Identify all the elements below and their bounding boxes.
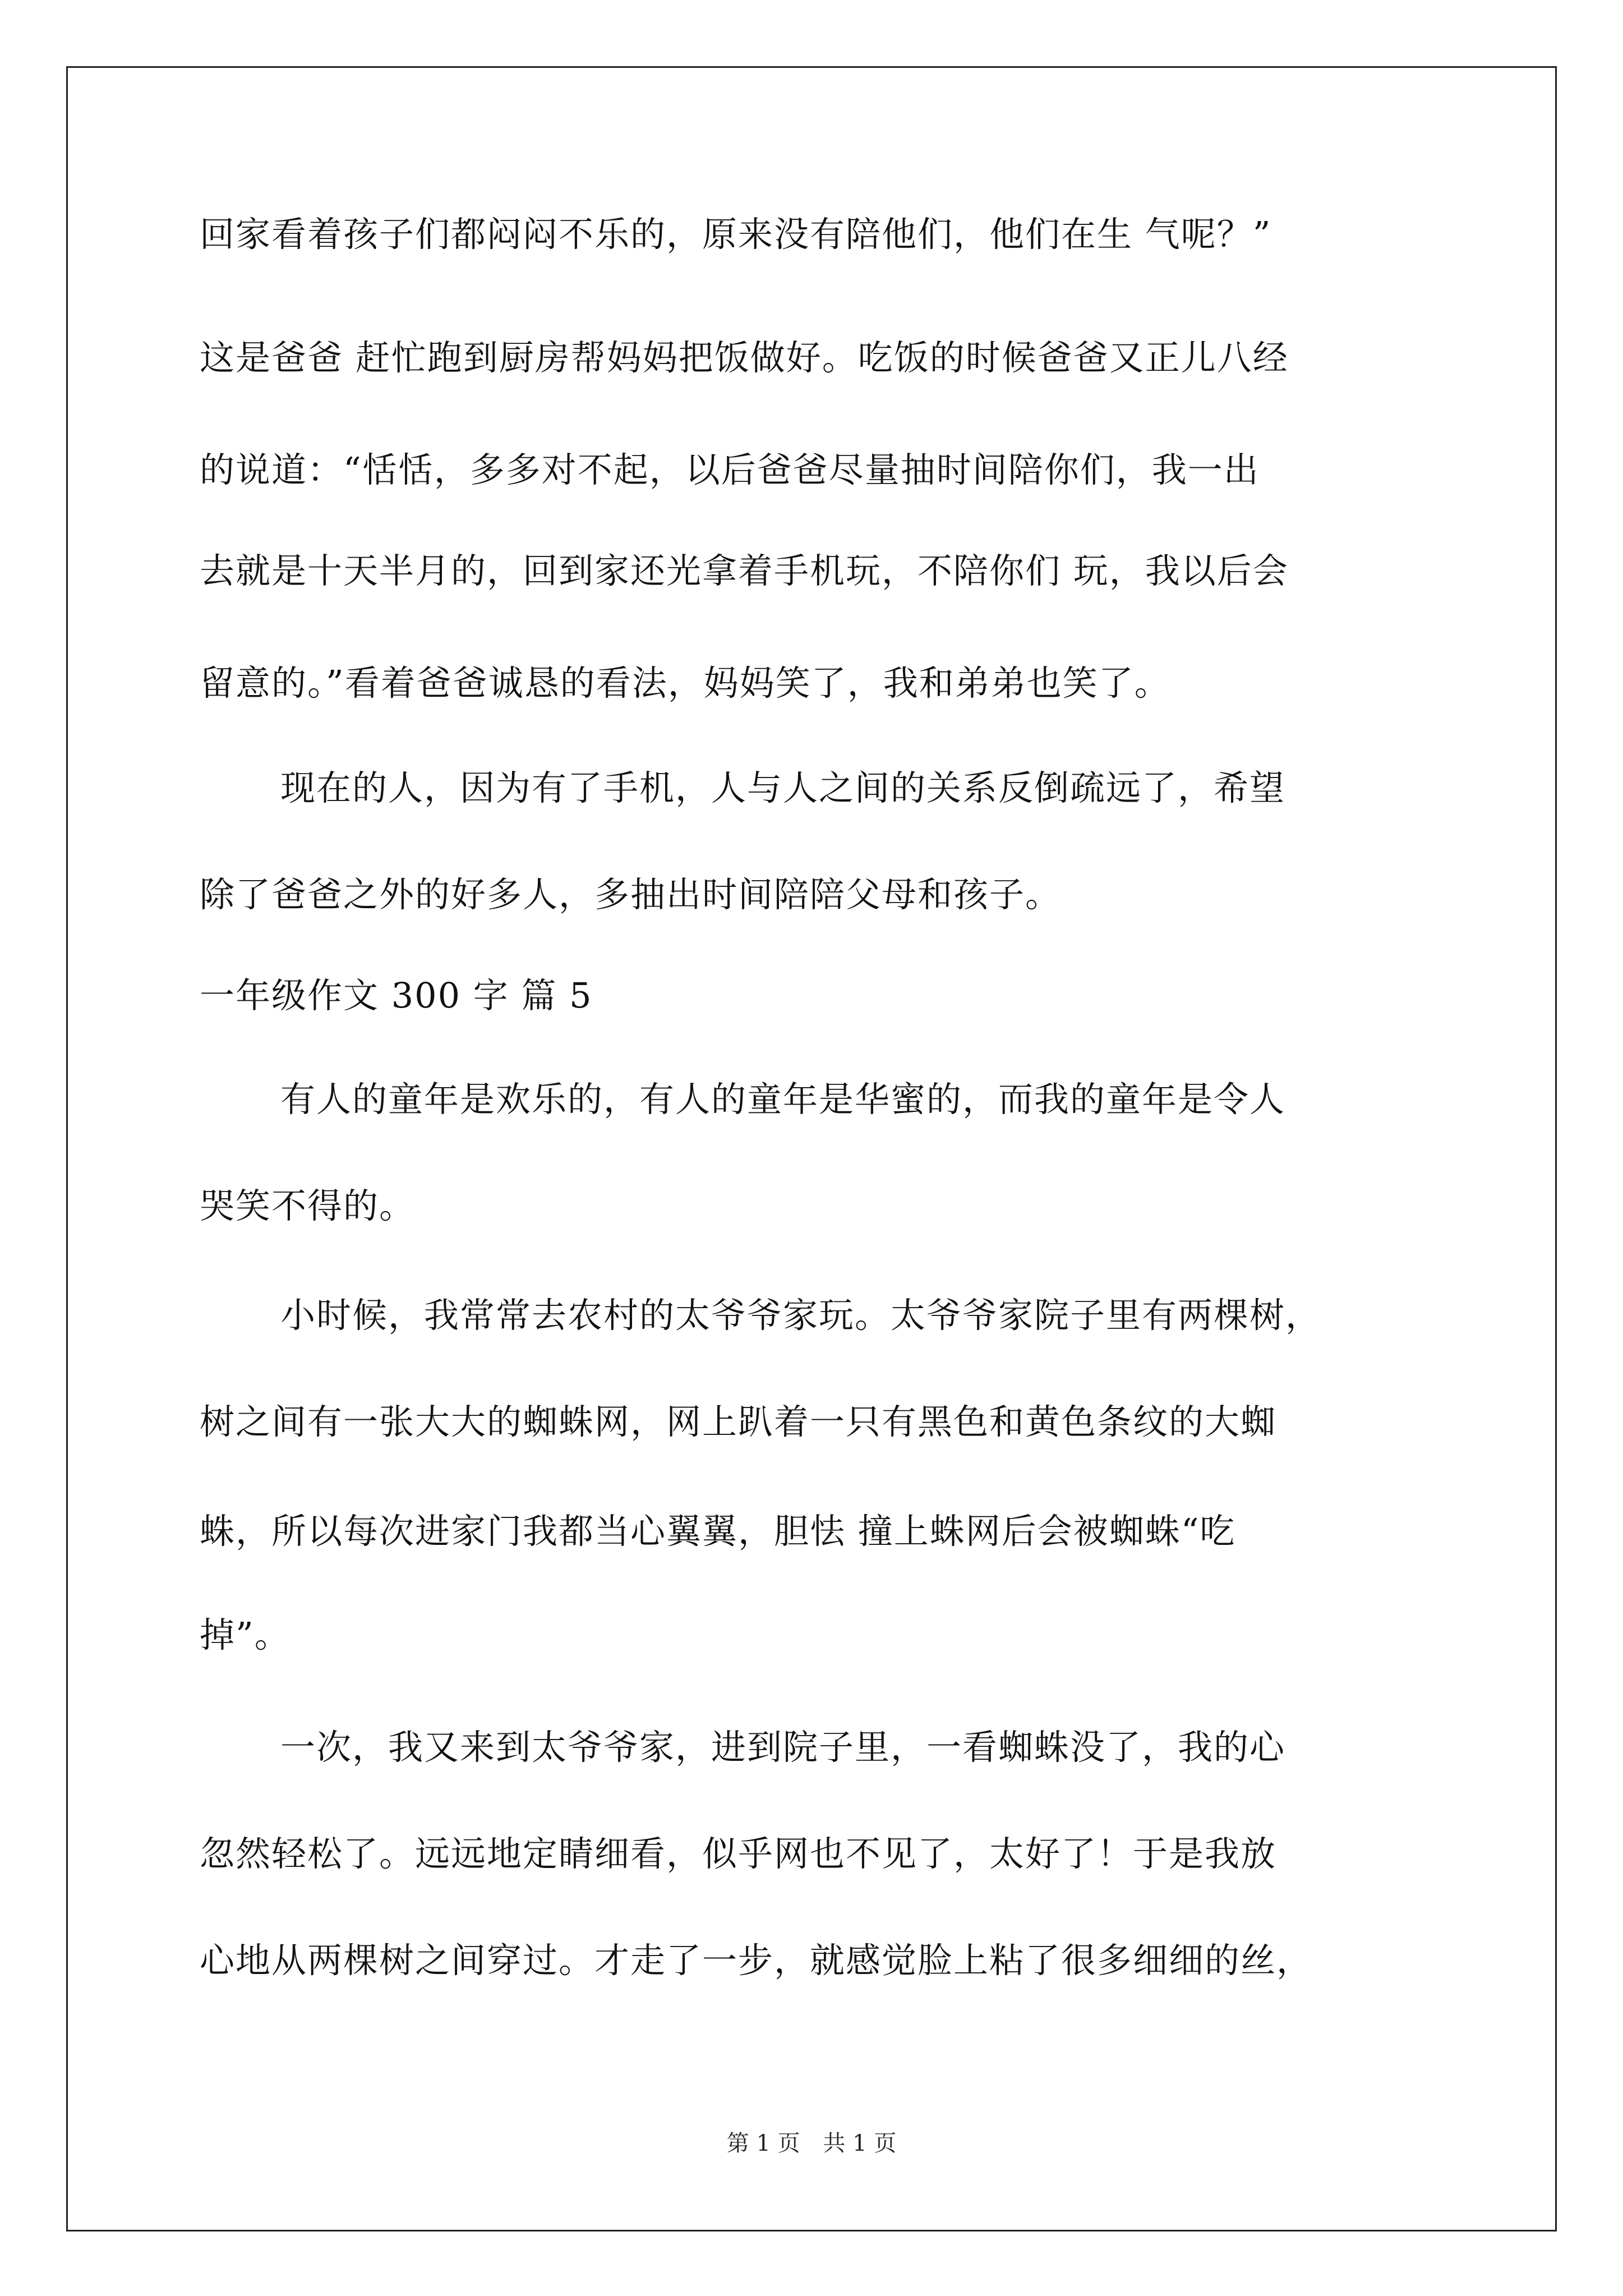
page-number: 第 1 页 [726,2131,800,2156]
paragraph-start-line: 一次，我又来到太爷爷家，进到院子里，一看蜘蛛没了，我的心 [280,1727,1286,1768]
text-line: 除了爸爸之外的好多人，多抽出时间陪陪父母和孩子。 [200,874,1062,915]
text-line: 哭笑不得的。 [200,1185,416,1226]
text-line: 掉”。 [200,1614,291,1655]
page-border [66,66,1557,2231]
text-line: 忽然轻松了。远远地定睛细看，似乎网也不见了，太好了！于是我放 [200,1833,1277,1874]
page-total: 共 1 页 [823,2131,897,2156]
text-line: 留意的。”看着爸爸诚恳的看法，妈妈笑了，我和弟弟也笑了。 [200,662,1170,703]
text-line: 蛛，所以每次进家门我都当心翼翼，胆怯 撞上蛛网后会被蜘蛛“吃 [200,1511,1236,1552]
paragraph-start-line: 现在的人，因为有了手机，人与人之间的关系反倒疏远了，希望 [280,767,1286,808]
text-line: 心地从两棵树之间穿过。才走了一步，就感觉脸上粘了很多细细的丝， [200,1940,1313,1981]
text-line: 的说道：“恬恬，多多对不起，以后爸爸尽量抽时间陪你们，我一出 [200,449,1260,490]
paragraph-start-line: 有人的童年是欢乐的，有人的童年是华蜜的，而我的童年是令人 [280,1079,1286,1120]
text-line: 树之间有一张大大的蜘蛛网，网上趴着一只有黑色和黄色条纹的大蜘 [200,1401,1277,1442]
section-heading: 一年级作文 300 字 篇 5 [200,975,593,1016]
text-line: 回家看着孩子们都闷闷不乐的，原来没有陪他们，他们在生 气呢？” [200,214,1272,255]
page-footer [0,2129,1623,2157]
text-line: 去就是十天半月的，回到家还光拿着手机玩，不陪你们 玩，我以后会 [200,550,1289,591]
text-line: 这是爸爸 赶忙跑到厨房帮妈妈把饭做好。吃饭的时候爸爸又正儿八经 [200,337,1289,378]
paragraph-start-line: 小时候，我常常去农村的太爷爷家玩。太爷爷家院子里有两棵树， [280,1295,1322,1336]
